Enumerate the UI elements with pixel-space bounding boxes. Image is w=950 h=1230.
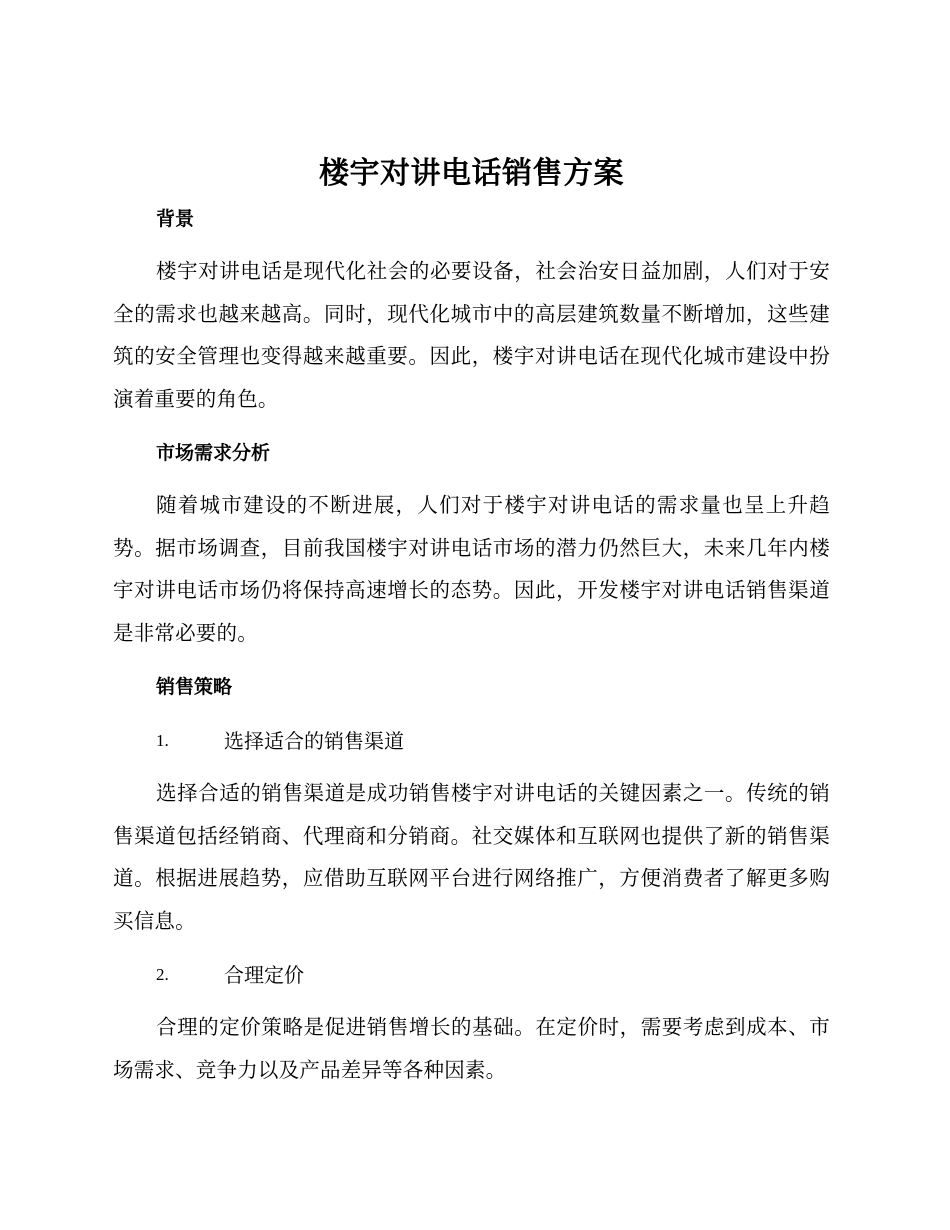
- paragraph-pricing: 合理的定价策略是促进销售增长的基础。在定价时，需要考虑到成本、市场需求、竞争力以及产品差异等各种因素。: [113, 1015, 830, 1082]
- section-heading-market: 市场需求分析: [156, 442, 271, 464]
- paragraph-background: 楼宇对讲电话是现代化社会的必要设备，社会治安日益加剧，人们对于安全的需求也越来越高。同时，现代化城市中的高层建筑数量不断增加，这些建筑的安全管理也变得越来越重要。因此，楼宇对讲电话在现代化城市建设中扮演着重要的角色。: [113, 259, 830, 411]
- list-item-title: 合理定价: [224, 963, 304, 987]
- paragraph-market: 随着城市建设的不断进展，人们对于楼宇对讲电话的需求量也呈上升趋势。据市场调查，目前我国楼宇对讲电话市场的潜力仍然巨大，未来几年内楼宇对讲电话市场仍将保持高速增长的态势。因此，开发楼宇对讲电话销售渠道是非常必要的。: [113, 493, 830, 645]
- list-number: 2.: [156, 965, 169, 984]
- document-title: 楼宇对讲电话销售方案: [319, 156, 624, 191]
- paragraph-channel: 选择合适的销售渠道是成功销售楼宇对讲电话的关键因素之一。传统的销售渠道包括经销商、代理商和分销商。社交媒体和互联网也提供了新的销售渠道。根据进展趋势，应借助互联网平台进行网络推广，方便消费者了解更多购买信息。: [113, 781, 830, 933]
- list-number: 1.: [156, 731, 169, 750]
- section-heading-strategy: 销售策略: [156, 676, 233, 698]
- list-item-title: 选择适合的销售渠道: [224, 729, 404, 753]
- list-item-pricing: [113, 960, 830, 990]
- section-heading-background: 背景: [156, 208, 195, 230]
- document-body: [113, 150, 830, 1091]
- list-item-channel: [113, 726, 830, 756]
